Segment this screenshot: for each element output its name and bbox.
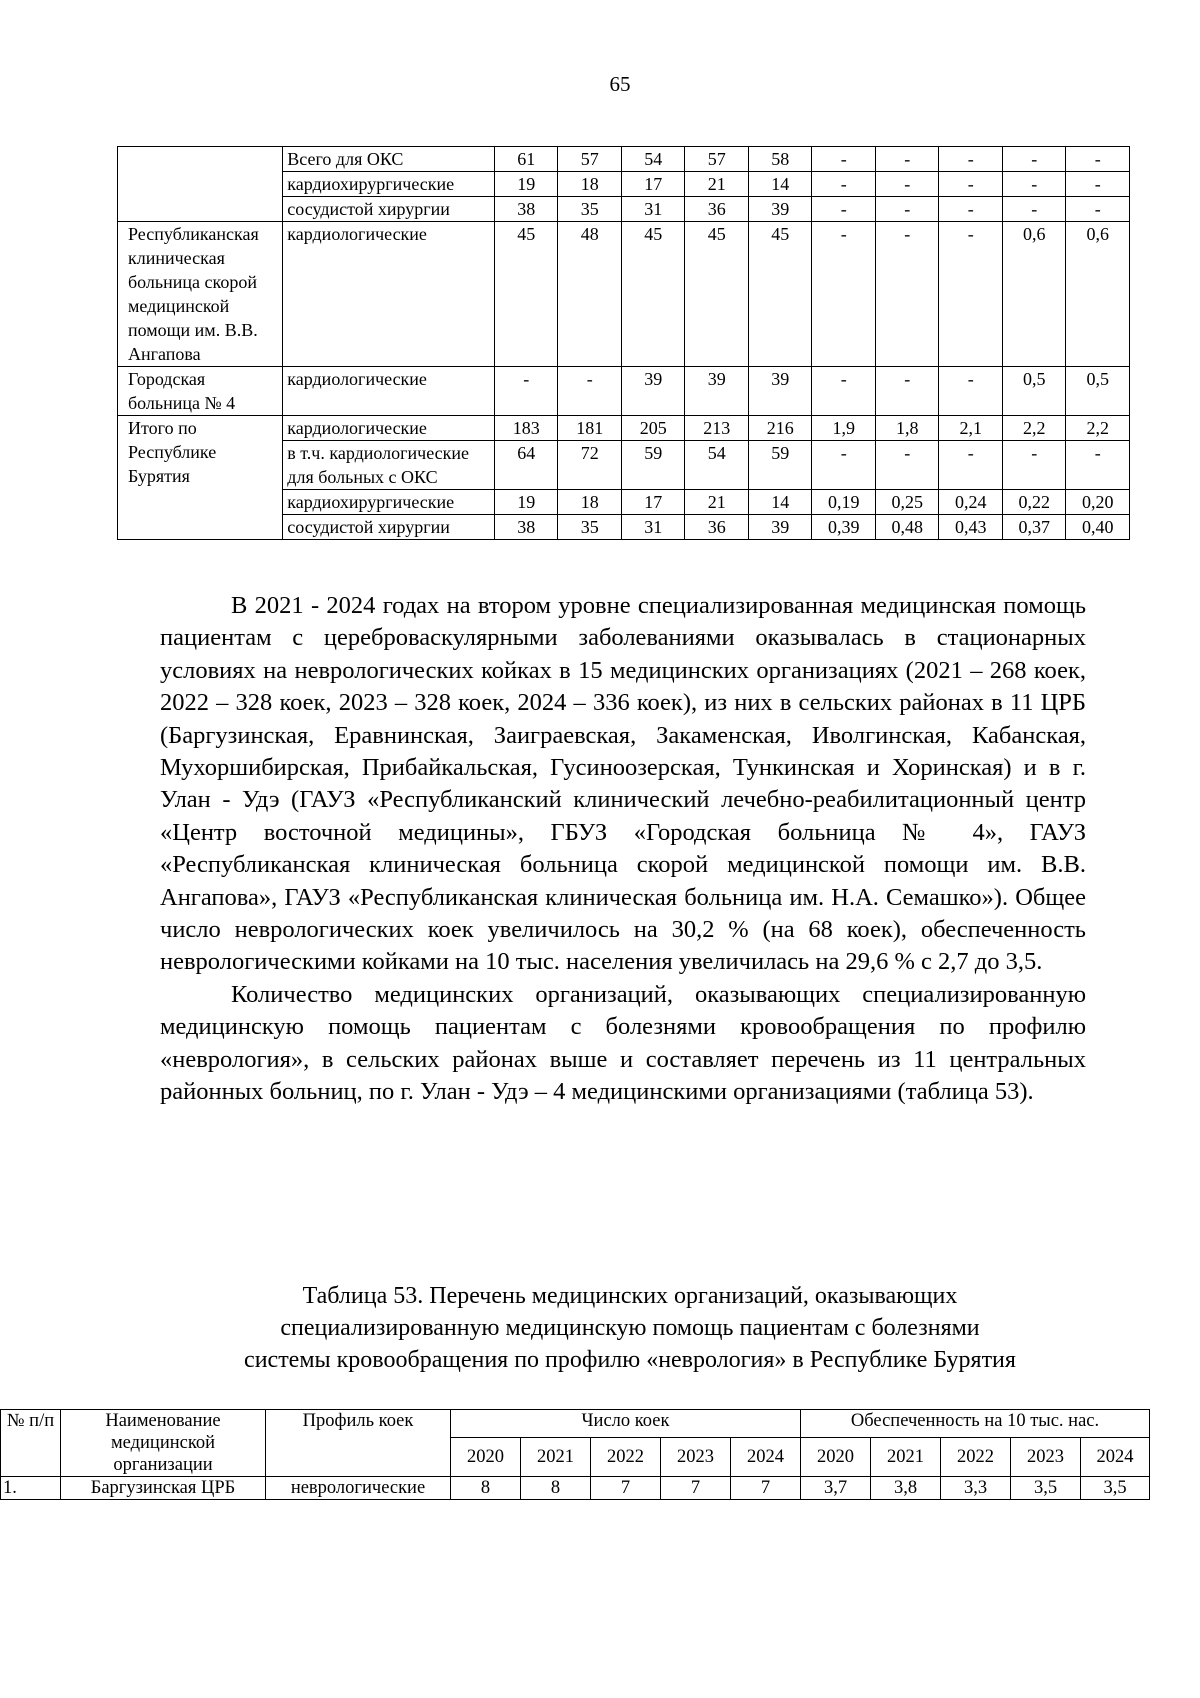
page-number: 65	[609, 72, 631, 96]
caption-line: специализированную медицинскую помощь пациентам с болезнями	[280, 1315, 980, 1341]
table-row	[118, 222, 1130, 367]
value-cell: 7	[731, 1477, 801, 1500]
value-cell: -	[1066, 197, 1130, 222]
value-cell: 38	[494, 197, 558, 222]
value-cell: 2,2	[1066, 416, 1130, 441]
value-cell: -	[1002, 147, 1066, 172]
table-row	[118, 147, 1130, 172]
value-cell: 0,22	[1002, 490, 1066, 515]
value-cell: 2,1	[939, 416, 1003, 441]
neurology-table	[0, 1409, 1150, 1500]
value-cell: -	[812, 222, 876, 367]
value-cell: 3,5	[1011, 1477, 1081, 1500]
value-cell: -	[939, 222, 1003, 367]
value-cell: -	[875, 147, 939, 172]
value-cell: 183	[494, 416, 558, 441]
value-cell: 0,48	[875, 515, 939, 540]
value-cell: 38	[494, 515, 558, 540]
header-year: 2024	[731, 1438, 801, 1477]
org-cell: Городская больница № 4	[118, 367, 283, 416]
profile-cell: кардиохирургические	[283, 172, 495, 197]
value-cell: 54	[685, 441, 749, 490]
header-profile: Профиль коек	[266, 1410, 451, 1477]
value-cell: 1,8	[875, 416, 939, 441]
value-cell: -	[812, 147, 876, 172]
value-cell: 216	[748, 416, 812, 441]
header-name: Наименование медицинской организации	[61, 1410, 266, 1477]
value-cell: 0,37	[1002, 515, 1066, 540]
table-row	[118, 416, 1130, 441]
value-cell: 14	[748, 172, 812, 197]
value-cell: 0,6	[1002, 222, 1066, 367]
value-cell: -	[1002, 197, 1066, 222]
value-cell: 0,40	[1066, 515, 1130, 540]
table-row	[118, 367, 1130, 416]
profile-cell: сосудистой хирургии	[283, 197, 495, 222]
value-cell: 3,3	[941, 1477, 1011, 1500]
value-cell: -	[939, 367, 1003, 416]
value-cell: 21	[685, 172, 749, 197]
value-cell: 18	[558, 490, 622, 515]
value-cell: 39	[685, 367, 749, 416]
value-cell: 45	[685, 222, 749, 367]
header-year: 2023	[661, 1438, 731, 1477]
value-cell: 58	[748, 147, 812, 172]
value-cell: 213	[685, 416, 749, 441]
value-cell: 45	[621, 222, 685, 367]
num-cell: 1.	[1, 1477, 61, 1500]
org-cell	[118, 147, 283, 222]
value-cell: -	[939, 172, 1003, 197]
value-cell: 181	[558, 416, 622, 441]
value-cell: 17	[621, 172, 685, 197]
value-cell: 3,7	[801, 1477, 871, 1500]
value-cell: -	[1066, 172, 1130, 197]
value-cell: -	[1066, 441, 1130, 490]
value-cell: 39	[748, 197, 812, 222]
value-cell: 0,25	[875, 490, 939, 515]
header-year: 2020	[801, 1438, 871, 1477]
value-cell: 59	[621, 441, 685, 490]
value-cell: -	[939, 197, 1003, 222]
profile-cell: кардиологические	[283, 416, 495, 441]
value-cell: 17	[621, 490, 685, 515]
value-cell: 2,2	[1002, 416, 1066, 441]
profile-cell: кардиологические	[283, 367, 495, 416]
value-cell: 61	[494, 147, 558, 172]
beds-table-continued	[117, 146, 1130, 540]
value-cell: 59	[748, 441, 812, 490]
header-year: 2021	[871, 1438, 941, 1477]
header-year: 2022	[941, 1438, 1011, 1477]
value-cell: 45	[748, 222, 812, 367]
value-cell: 0,19	[812, 490, 876, 515]
value-cell: 0,39	[812, 515, 876, 540]
value-cell: 48	[558, 222, 622, 367]
value-cell: -	[1002, 172, 1066, 197]
value-cell: 57	[685, 147, 749, 172]
value-cell: 18	[558, 172, 622, 197]
value-cell: 39	[748, 367, 812, 416]
header-year: 2023	[1011, 1438, 1081, 1477]
value-cell: -	[812, 197, 876, 222]
table-row	[1, 1477, 1150, 1500]
value-cell: 35	[558, 515, 622, 540]
value-cell: 0,20	[1066, 490, 1130, 515]
caption-line: системы кровообращения по профилю «неврология» в Республике Бурятия	[244, 1347, 1016, 1373]
value-cell: 72	[558, 441, 622, 490]
value-cell: 0,43	[939, 515, 1003, 540]
profile-cell: сосудистой хирургии	[283, 515, 495, 540]
profile-cell: кардиологические	[283, 222, 495, 367]
header-year: 2024	[1081, 1438, 1150, 1477]
table-caption	[120, 1280, 1140, 1376]
value-cell: 3,5	[1081, 1477, 1150, 1500]
value-cell: 57	[558, 147, 622, 172]
value-cell: 205	[621, 416, 685, 441]
header-year: 2022	[591, 1438, 661, 1477]
value-cell: -	[558, 367, 622, 416]
value-cell: -	[875, 367, 939, 416]
value-cell: -	[494, 367, 558, 416]
value-cell: 21	[685, 490, 749, 515]
org-cell: Итого по Республике Бурятия	[118, 416, 283, 540]
header-year: 2020	[451, 1438, 521, 1477]
value-cell: 36	[685, 515, 749, 540]
value-cell: -	[812, 441, 876, 490]
profile-cell: Всего для ОКС	[283, 147, 495, 172]
caption-line: Таблица 53. Перечень медицинских организаций, оказывающих	[302, 1283, 958, 1309]
value-cell: 54	[621, 147, 685, 172]
value-cell: -	[1002, 441, 1066, 490]
value-cell: 31	[621, 515, 685, 540]
value-cell: -	[1066, 147, 1130, 172]
value-cell: 8	[521, 1477, 591, 1500]
value-cell: -	[939, 147, 1003, 172]
profile-cell: неврологические	[266, 1477, 451, 1500]
value-cell: 8	[451, 1477, 521, 1500]
value-cell: -	[875, 441, 939, 490]
value-cell: 19	[494, 172, 558, 197]
org-cell: Республиканская клиническая больница скорой медицинской помощи им. В.В. Ангапова	[118, 222, 283, 367]
value-cell: 39	[621, 367, 685, 416]
value-cell: -	[875, 197, 939, 222]
value-cell: -	[939, 441, 1003, 490]
value-cell: 19	[494, 490, 558, 515]
body-text	[160, 590, 1086, 1109]
header-beds: Число коек	[451, 1410, 801, 1438]
value-cell: -	[875, 222, 939, 367]
value-cell: 14	[748, 490, 812, 515]
value-cell: -	[812, 172, 876, 197]
value-cell: 31	[621, 197, 685, 222]
profile-cell: кардиохирургические	[283, 490, 495, 515]
value-cell: 7	[591, 1477, 661, 1500]
value-cell: -	[812, 367, 876, 416]
value-cell: 0,5	[1002, 367, 1066, 416]
value-cell: 3,8	[871, 1477, 941, 1500]
value-cell: 0,6	[1066, 222, 1130, 367]
value-cell: 45	[494, 222, 558, 367]
value-cell: 1,9	[812, 416, 876, 441]
name-cell: Баргузинская ЦРБ	[61, 1477, 266, 1500]
paragraph: Количество медицинских организаций, оказывающих специализированную медицинскую помощь пациентам с болезнями кровообращения по профилю «неврология», в сельских районах выше и составляет перечень из 11 центральных районных больниц, по г. Улан - Удэ – 4 медицинскими организациями (таблица 53).	[160, 980, 1086, 1106]
value-cell: 35	[558, 197, 622, 222]
header-year: 2021	[521, 1438, 591, 1477]
paragraph: В 2021 - 2024 годах на втором уровне специализированная медицинская помощь пациентам с цереброваскулярными заболеваниями оказывалась в стационарных условиях на неврологических койках в 15 медицинских организациях (2021 – 268 коек, 2022 – 328 коек, 2023 – 328 коек, 2024 – 336 коек), из них в сельских районах в 11 ЦРБ (Баргузинская, Еравнинская, Заиграевская, Закаменская, Иволгинская, Кабанская, Мухоршибирская, Прибайкальская, Гусиноозерская, Тункинская и Хоринская) и в г. Улан - Удэ (ГАУЗ «Республиканский клинический лечебно-реабилитационный центр «Центр восточной медицины», ГБУЗ «Городская больница № 4», ГАУЗ «Республиканская клиническая больница скорой медицинской помощи им. В.В. Ангапова», ГАУЗ «Республиканская клиническая больница им. Н.А. Семашко»). Общее число неврологических коек увеличилось на 30,2 % (на 68 коек), обеспеченность неврологическими койками на 10 тыс. населения увеличилась на 29,6 % с 2,7 до 3,5.	[160, 592, 1086, 976]
value-cell: 36	[685, 197, 749, 222]
value-cell: 0,5	[1066, 367, 1130, 416]
value-cell: 64	[494, 441, 558, 490]
value-cell: 7	[661, 1477, 731, 1500]
value-cell: 39	[748, 515, 812, 540]
value-cell: 0,24	[939, 490, 1003, 515]
header-num: № п/п	[1, 1410, 61, 1477]
header-provision: Обеспеченность на 10 тыс. нас.	[801, 1410, 1150, 1438]
value-cell: -	[875, 172, 939, 197]
profile-cell: в т.ч. кардиологические для больных с ОКС	[283, 441, 495, 490]
